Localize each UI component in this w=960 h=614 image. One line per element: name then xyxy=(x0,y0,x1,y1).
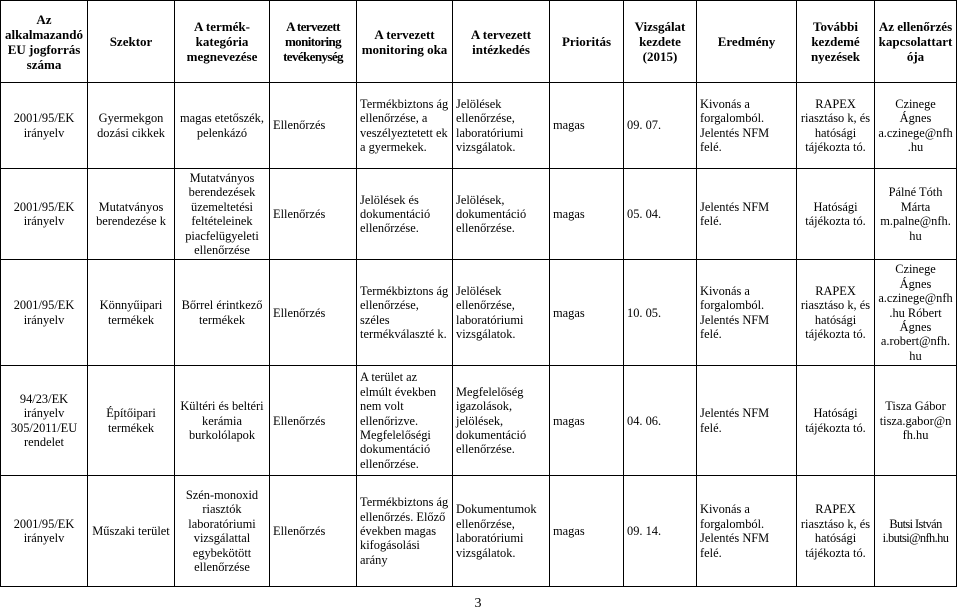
cell-result: Kivonás a forgalomból. Jelentés NFM felé. xyxy=(697,83,797,169)
header-measure: A tervezett intézkedés xyxy=(453,1,550,83)
cell-eu-source: 2001/95/EK irányelv xyxy=(1,83,88,169)
cell-sector: Könnyűipari termékek xyxy=(88,260,175,366)
cell-initiatives: RAPEX riasztáso k, és hatósági tájékozta tó. xyxy=(797,260,875,366)
cell-category: Mutatványos berendezések üzemeltetési feltételeinek piacfelügyeleti ellenőrzése xyxy=(175,169,270,260)
cell-contact: Tisza Gábor tisza.gabor@n fh.hu xyxy=(875,366,957,476)
cell-activity: Ellenőrzés xyxy=(270,476,357,587)
cell-result: Kivonás a forgalomból. Jelentés NFM felé. xyxy=(697,476,797,587)
cell-start: 09. 07. xyxy=(624,83,697,169)
table-row xyxy=(1,476,957,587)
cell-sector: Gyermekgon dozási cikkek xyxy=(88,83,175,169)
header-initiatives: További kezdemé nyezések xyxy=(797,1,875,83)
cell-result: Jelentés NFM felé. xyxy=(697,169,797,260)
table-row xyxy=(1,169,957,260)
header-activity: A tervezett monitoring tevékenység xyxy=(270,1,357,83)
cell-sector: Műszaki terület xyxy=(88,476,175,587)
cell-sector: Mutatványos berendezése k xyxy=(88,169,175,260)
cell-eu-source: 2001/95/EK irányelv xyxy=(1,260,88,366)
table-row xyxy=(1,366,957,476)
cell-reason: A terület az elmúlt években nem volt ellenőrizve. Megfelelőségi dokumentáció ellenőrzése. xyxy=(357,366,453,476)
cell-priority: magas xyxy=(550,476,624,587)
header-reason: A tervezett monitoring oka xyxy=(357,1,453,83)
header-sector: Szektor xyxy=(88,1,175,83)
cell-initiatives: RAPEX riasztáso k, és hatósági tájékozta tó. xyxy=(797,83,875,169)
cell-contact: Butsi István i.butsi@nfh.hu xyxy=(875,476,957,587)
cell-activity: Ellenőrzés xyxy=(270,366,357,476)
cell-measure: Jelölések ellenőrzése, laboratóriumi vizsgálatok. xyxy=(453,83,550,169)
page-number: 3 xyxy=(474,596,482,611)
cell-measure: Jelölések, dokumentáció ellenőrzése. xyxy=(453,169,550,260)
header-category: A termék-kategória megnevezése xyxy=(175,1,270,83)
cell-sector: Építőipari termékek xyxy=(88,366,175,476)
header-eu-source: Az alkalmazandó EU jogforrás száma xyxy=(1,1,88,83)
cell-category: Szén-monoxid riasztók laboratóriumi vizsgálattal egybekötött ellenőrzése xyxy=(175,476,270,587)
cell-category: magas etetőszék, pelenkázó xyxy=(175,83,270,169)
cell-reason: Termékbiztons ág ellenőrzése, széles termékválaszté k. xyxy=(357,260,453,366)
table-row xyxy=(1,83,957,169)
cell-initiatives: RAPEX riasztáso k, és hatósági tájékozta tó. xyxy=(797,476,875,587)
header-contact: Az ellenőrzés kapcsolattart ója xyxy=(875,1,957,83)
header-result: Eredmény xyxy=(697,1,797,83)
cell-start: 04. 06. xyxy=(624,366,697,476)
cell-eu-source: 2001/95/EK irányelv xyxy=(1,476,88,587)
cell-reason: Termékbiztons ág ellenőrzése, a veszélyeztetett ek a gyermekek. xyxy=(357,83,453,169)
cell-contact: Czinege Ágnes a.czinege@nfh .hu Róbert Ágnes a.robert@nfh. hu xyxy=(875,260,957,366)
cell-priority: magas xyxy=(550,260,624,366)
cell-activity: Ellenőrzés xyxy=(270,169,357,260)
cell-measure: Dokumentumok ellenőrzése, laboratóriumi vizsgálatok. xyxy=(453,476,550,587)
cell-reason: Termékbiztons ág ellenőrzés. Előző években magas kifogásolási arány xyxy=(357,476,453,587)
cell-contact: Pálné Tóth Márta m.palne@nfh. hu xyxy=(875,169,957,260)
cell-initiatives: Hatósági tájékozta tó. xyxy=(797,169,875,260)
cell-start: 09. 14. xyxy=(624,476,697,587)
cell-result: Kivonás a forgalomból. Jelentés NFM felé. xyxy=(697,260,797,366)
cell-priority: magas xyxy=(550,169,624,260)
cell-activity: Ellenőrzés xyxy=(270,260,357,366)
cell-start: 05. 04. xyxy=(624,169,697,260)
cell-eu-source: 2001/95/EK irányelv xyxy=(1,169,88,260)
cell-priority: magas xyxy=(550,83,624,169)
cell-eu-source: 94/23/EK irányelv 305/2011/EU rendelet xyxy=(1,366,88,476)
cell-priority: magas xyxy=(550,366,624,476)
cell-measure: Jelölések ellenőrzése, laboratóriumi vizsgálatok. xyxy=(453,260,550,366)
cell-reason: Jelölések és dokumentáció ellenőrzése. xyxy=(357,169,453,260)
cell-contact: Czinege Ágnes a.czinege@nfh .hu xyxy=(875,83,957,169)
header-start: Vizsgálat kezdete (2015) xyxy=(624,1,697,83)
cell-measure: Megfelelőség igazolások, jelölések, dokumentáció ellenőrzése. xyxy=(453,366,550,476)
cell-category: Bőrrel érintkező termékek xyxy=(175,260,270,366)
header-row xyxy=(1,1,957,83)
cell-result: Jelentés NFM felé. xyxy=(697,366,797,476)
cell-category: Kültéri és beltéri kerámia burkolólapok xyxy=(175,366,270,476)
cell-start: 10. 05. xyxy=(624,260,697,366)
cell-initiatives: Hatósági tájékozta tó. xyxy=(797,366,875,476)
header-priority: Prioritás xyxy=(550,1,624,83)
table-row xyxy=(1,260,957,366)
cell-activity: Ellenőrzés xyxy=(270,83,357,169)
